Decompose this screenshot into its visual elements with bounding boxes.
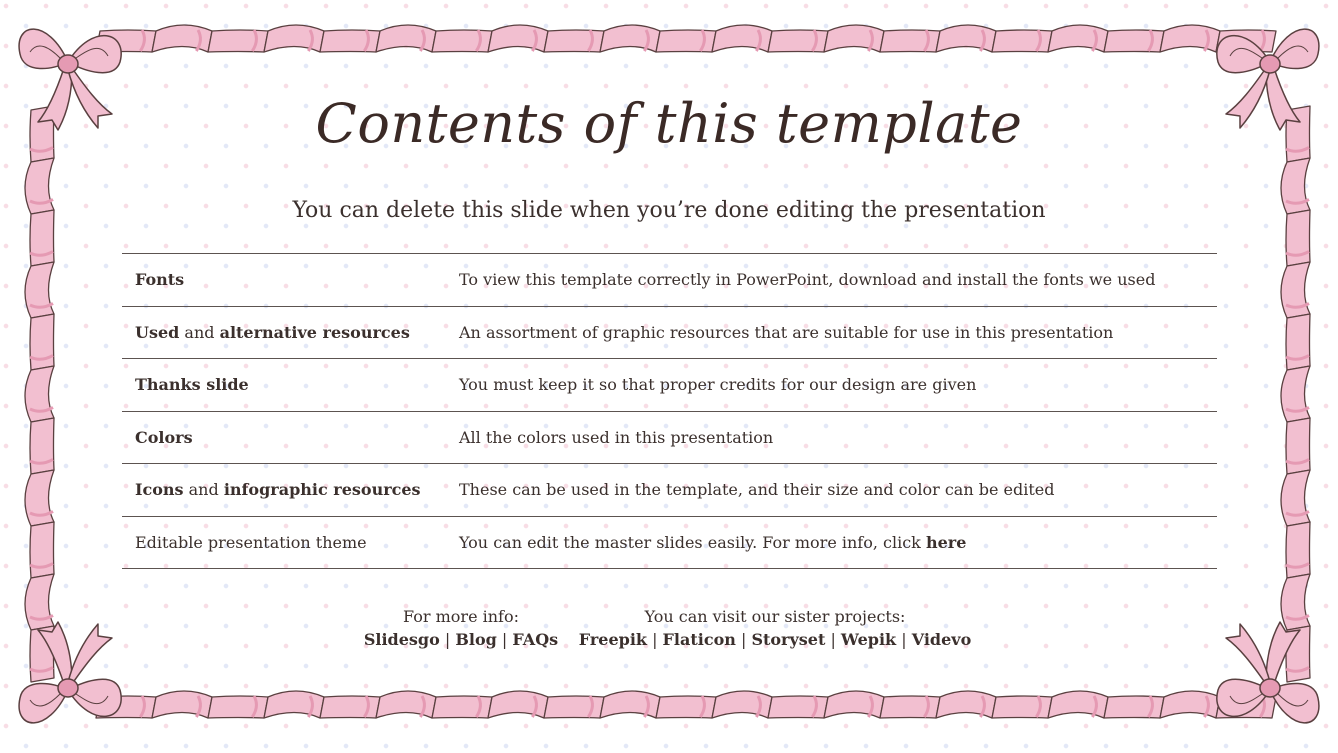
row-description-segment: You can edit the master slides easily. For more info, click — [459, 532, 926, 552]
ribbon-segment — [376, 25, 436, 52]
ribbon-segment — [544, 30, 604, 52]
ribbon-segment — [1286, 522, 1310, 578]
ribbon-segment — [25, 574, 54, 630]
row-label-segment: and — [183, 480, 224, 500]
ribbon-segment — [1160, 25, 1220, 52]
ribbon-segment — [320, 30, 380, 52]
ribbon-segment — [1281, 470, 1310, 526]
ribbon-segment — [152, 691, 212, 718]
ribbon-segment — [880, 30, 940, 52]
row-description — [459, 270, 1217, 289]
ribbon-segment — [544, 696, 604, 718]
row-label — [122, 533, 459, 552]
row-label-segment: Fonts — [135, 270, 185, 290]
table-row — [122, 359, 1217, 412]
sister-projects-links — [575, 628, 975, 651]
table-row — [122, 464, 1217, 517]
ribbon-segment — [1104, 696, 1164, 718]
ribbon-segment — [30, 522, 54, 578]
row-label-segment: Colors — [135, 427, 193, 447]
row-label-segment: Used — [135, 322, 180, 342]
ribbon-segment — [208, 696, 268, 718]
ribbon-segment — [936, 25, 996, 52]
ribbon-segment — [1104, 30, 1164, 52]
row-description-segment: You must keep it so that proper credits for our design are given — [459, 375, 977, 395]
table-row — [122, 412, 1217, 465]
ribbon-segment — [1160, 691, 1220, 718]
link-separator: | — [496, 630, 513, 649]
ribbon-segment — [488, 25, 548, 52]
row-label-segment: infographic resources — [223, 480, 421, 500]
ribbon-segment — [600, 25, 660, 52]
more-info-heading: For more info: — [403, 607, 519, 626]
ribbon-segment — [656, 30, 716, 52]
row-label-segment: Thanks slide — [135, 375, 249, 395]
storyset-link[interactable]: Storyset — [751, 630, 826, 649]
ribbon-segment — [1286, 418, 1310, 474]
row-label-segment: Icons — [135, 480, 184, 500]
row-description-segment: These can be used in the template, and their size and color can be edited — [459, 480, 1055, 500]
ribbon-segment — [992, 30, 1052, 52]
row-label — [122, 480, 459, 499]
row-description — [459, 323, 1217, 342]
ribbon-segment — [880, 696, 940, 718]
faqs-link[interactable]: FAQs — [512, 630, 559, 649]
ribbon-segment — [712, 25, 772, 52]
ribbon-segment — [376, 691, 436, 718]
ribbon-segment — [320, 696, 380, 718]
table-row — [122, 254, 1217, 307]
ribbon-segment — [152, 25, 212, 52]
ribbon-segment — [488, 691, 548, 718]
ribbon-segment — [768, 696, 828, 718]
ribbon-segment — [1281, 262, 1310, 318]
wepik-link[interactable]: Wepik — [840, 630, 897, 649]
slide-subtitle: You can delete this slide when you’re done editing the presentation — [292, 198, 1046, 223]
row-description-segment: To view this template correctly in PowerPoint, download and install the fonts we used — [459, 270, 1156, 290]
flaticon-link[interactable]: Flaticon — [662, 630, 736, 649]
ribbon-segment — [25, 470, 54, 526]
row-description — [459, 428, 1217, 447]
freepik-link[interactable]: Freepik — [578, 630, 647, 649]
row-label-segment: alternative resources — [219, 322, 410, 342]
ribbon-segment — [600, 691, 660, 718]
more-info-links — [336, 628, 586, 651]
row-description — [459, 533, 1217, 552]
link-separator: | — [735, 630, 752, 649]
link-separator: | — [646, 630, 663, 649]
ribbon-segment — [768, 30, 828, 52]
ribbon-segment — [208, 30, 268, 52]
ribbon-segment — [25, 366, 54, 422]
sister-projects-block — [575, 605, 975, 651]
ribbon-segment — [1048, 25, 1108, 52]
ribbon-segment — [1281, 366, 1310, 422]
row-label — [122, 375, 459, 394]
blog-link[interactable]: Blog — [455, 630, 497, 649]
videvo-link[interactable]: Videvo — [911, 630, 972, 649]
ribbon-segment — [432, 696, 492, 718]
ribbon-segment — [264, 691, 324, 718]
row-label-segment: and — [179, 322, 220, 342]
row-label — [122, 428, 459, 447]
row-label-segment: Editable presentation theme — [135, 532, 367, 552]
table-row — [122, 517, 1217, 570]
ribbon-segment — [936, 691, 996, 718]
slide-title: Contents of this template — [315, 92, 1023, 155]
ribbon-segment — [1048, 691, 1108, 718]
ribbon-segment — [1281, 574, 1310, 630]
table-row — [122, 307, 1217, 360]
ribbon-segment — [432, 30, 492, 52]
slidesgo-link[interactable]: Slidesgo — [363, 630, 440, 649]
ribbon-segment — [264, 25, 324, 52]
ribbon-segment — [712, 691, 772, 718]
ribbon-segment — [824, 25, 884, 52]
link-separator: | — [439, 630, 456, 649]
link-separator: | — [825, 630, 841, 649]
ribbon-segment — [1286, 314, 1310, 370]
row-label — [122, 323, 459, 342]
more-info-block — [336, 605, 586, 651]
ribbon-segment — [30, 418, 54, 474]
contents-table — [122, 253, 1217, 569]
ribbon-segment — [30, 314, 54, 370]
ribbon-segment — [656, 696, 716, 718]
row-description-segment: All the colors used in this presentation — [459, 427, 774, 447]
ribbon-segment — [992, 696, 1052, 718]
row-description — [459, 480, 1217, 499]
ribbon-segment — [824, 691, 884, 718]
link-separator: | — [896, 630, 912, 649]
sister-projects-heading: You can visit our sister projects: — [644, 607, 906, 626]
row-description — [459, 375, 1217, 394]
row-label — [122, 270, 459, 289]
here-link[interactable]: here — [925, 532, 967, 552]
ribbon-segment — [25, 262, 54, 318]
row-description-segment: An assortment of graphic resources that are suitable for use in this presentation — [459, 322, 1114, 342]
